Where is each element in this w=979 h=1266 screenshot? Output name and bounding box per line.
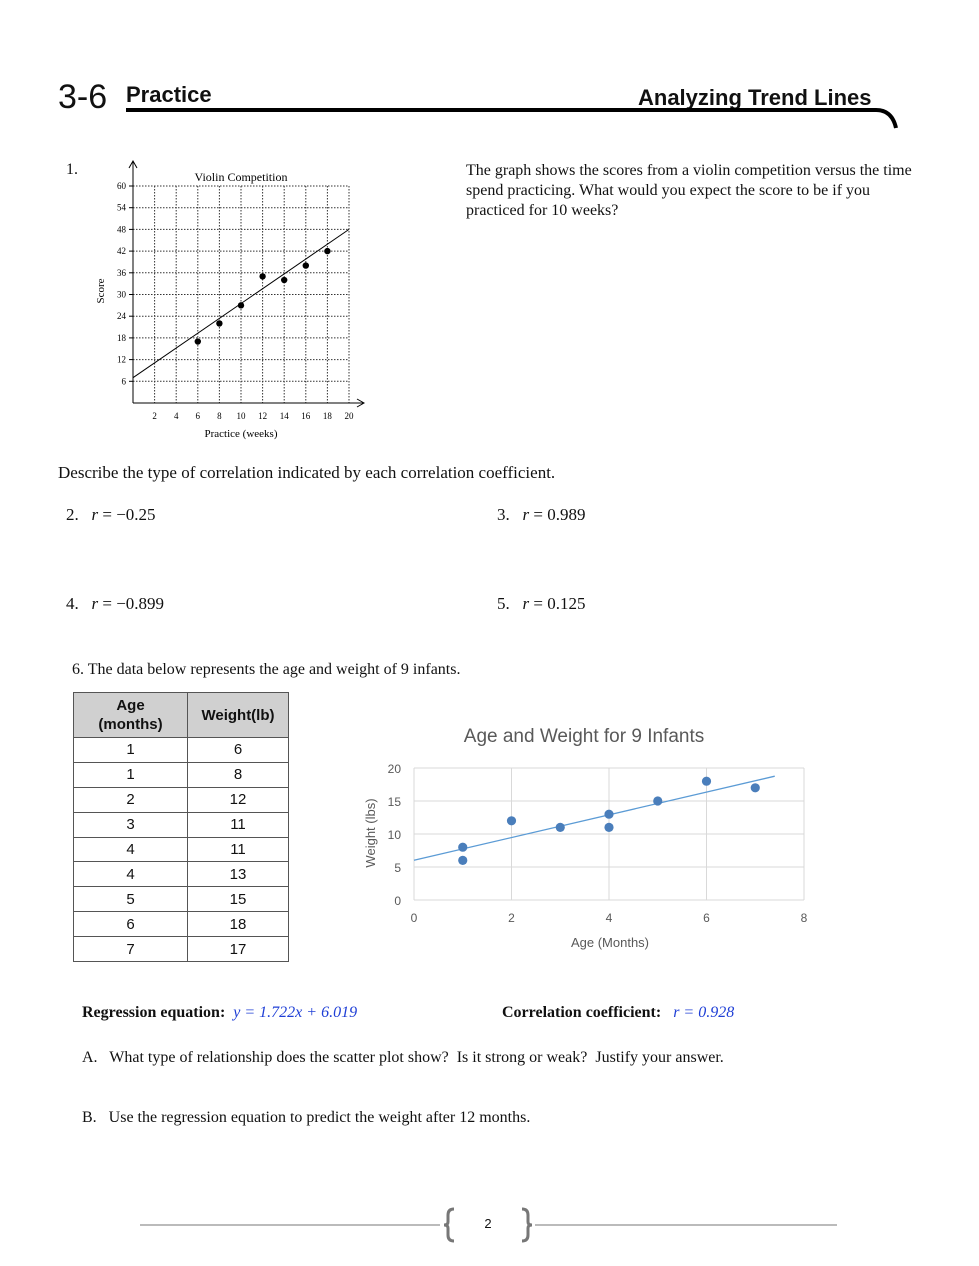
q5-value: = 0.125 [533, 594, 586, 613]
y-tick-label: 60 [117, 181, 126, 191]
infant-chart [355, 715, 825, 955]
q2-value: = −0.25 [102, 505, 156, 524]
correlation-label: Correlation coefficient: [502, 1004, 662, 1021]
table-cell-weight: 13 [188, 862, 289, 887]
q2-var: r [91, 505, 99, 524]
table-row [74, 787, 289, 812]
chart-title: Age and Weight for 9 Infants [463, 726, 705, 747]
table-cell-weight: 8 [188, 762, 289, 787]
y-tick-label: 6 [121, 376, 126, 387]
x-tick-label: 6 [195, 411, 201, 421]
table-cell-weight: 12 [188, 787, 289, 812]
data-point [458, 856, 467, 865]
data-point [751, 783, 760, 792]
table-header-age: Age (months) [74, 693, 188, 738]
x-tick-label: 18 [322, 411, 332, 421]
x-tick-label: 4 [605, 911, 613, 925]
table-cell-age: 6 [74, 912, 188, 937]
q4-number: 4. [66, 594, 79, 613]
x-axis-label: Practice (weeks) [204, 428, 278, 440]
chart-title: Violin Competition [194, 170, 288, 184]
q3-number: 3. [497, 505, 510, 524]
table-cell-age: 4 [74, 862, 188, 887]
y-tick-label: 36 [117, 267, 126, 278]
table-cell-age: 2 [74, 787, 188, 812]
x-tick-label: 12 [258, 411, 268, 421]
x-tick-label: 2 [508, 911, 515, 925]
x-tick-label: 2 [152, 411, 157, 421]
data-point [702, 777, 711, 786]
q6-text: 6. The data below represents the age and weight of 9 infants. [72, 661, 461, 678]
table-row [74, 937, 289, 962]
x-tick-label: 6 [703, 911, 710, 925]
data-point [216, 320, 222, 326]
x-tick-label: 4 [173, 411, 179, 421]
regression-equation: y = 1.722x + 6.019 [233, 1004, 358, 1021]
q2-coefficient [66, 505, 156, 525]
data-point [324, 248, 330, 254]
x-tick-label: 20 [344, 411, 354, 421]
table-cell-weight: 15 [188, 887, 289, 912]
violin-chart [85, 160, 375, 445]
page-title: Analyzing Trend Lines [638, 85, 872, 110]
y-tick-label: 42 [117, 246, 126, 257]
x-axis-label: Age (Months) [570, 935, 650, 950]
x-tick-label: 10 [236, 411, 246, 421]
part-a: A. What type of relationship does the scatter plot show? Is it strong or weak? Justify your answer. [82, 1049, 724, 1066]
q5-var: r [522, 594, 530, 613]
practice-label: Practice [126, 82, 212, 107]
regression-row [82, 1004, 357, 1022]
data-point [281, 277, 287, 283]
q4-var: r [91, 594, 99, 613]
q5-number: 5. [497, 594, 510, 613]
y-tick-label: 18 [117, 332, 126, 343]
part-b: B. Use the regression equation to predict the weight after 12 months. [82, 1109, 531, 1126]
data-point [604, 823, 613, 832]
data-point [238, 302, 244, 308]
table-cell-age: 4 [74, 837, 188, 862]
table-row [74, 812, 289, 837]
y-tick-label: 48 [117, 224, 126, 235]
section-instruction: Describe the type of correlation indicated by each correlation coefficient. [58, 463, 556, 482]
y-tick-label: 54 [117, 202, 126, 213]
table-cell-weight: 6 [188, 738, 289, 763]
y-tick-label: 20 [387, 762, 401, 776]
table-cell-weight: 11 [188, 837, 289, 862]
trend-line [414, 776, 775, 860]
table-cell-weight: 11 [188, 812, 289, 837]
x-tick-label: 8 [800, 911, 808, 925]
table-cell-age: 1 [74, 762, 188, 787]
page-number: 2 [484, 1216, 492, 1231]
table-cell-age: 3 [74, 812, 188, 837]
correlation-row [502, 1004, 734, 1022]
data-point [195, 338, 201, 344]
table-cell-weight: 18 [188, 912, 289, 937]
table-row [74, 887, 289, 912]
table-header-weight: Weight(lb) [188, 693, 289, 738]
infant-table [73, 692, 289, 962]
table-cell-age: 7 [74, 937, 188, 962]
q3-var: r [522, 505, 530, 524]
data-point [604, 810, 613, 819]
q3-value: = 0.989 [533, 505, 586, 524]
lesson-number: 3-6 [58, 78, 108, 116]
y-tick-label: 0 [394, 894, 401, 908]
q5-coefficient [497, 594, 585, 614]
x-tick-label: 14 [279, 411, 289, 421]
y-tick-label: 12 [117, 354, 126, 365]
q3-coefficient [497, 505, 585, 525]
table-row [74, 738, 289, 763]
table-row [74, 762, 289, 787]
x-tick-label: 8 [217, 411, 222, 421]
data-point [303, 262, 309, 268]
data-point [653, 796, 662, 805]
y-tick-label: 24 [117, 311, 126, 322]
table-cell-age: 1 [74, 738, 188, 763]
data-point [259, 273, 265, 279]
table-row [74, 912, 289, 937]
y-tick-label: 30 [117, 289, 126, 300]
y-tick-label: 10 [387, 828, 401, 842]
y-axis-label: Weight (lbs) [363, 798, 378, 868]
q4-coefficient [66, 594, 164, 614]
regression-label: Regression equation: [82, 1004, 226, 1021]
table-cell-age: 5 [74, 887, 188, 912]
q4-value: = −0.899 [102, 594, 165, 613]
y-axis-label: Score [95, 278, 107, 304]
header-rule [124, 104, 900, 134]
y-tick-label: 5 [394, 861, 401, 875]
q1-text: The graph shows the scores from a violin competition versus the time spend practicing. What would you expect the score to be if you practiced for 10 weeks? [466, 162, 912, 219]
correlation-value: r = 0.928 [673, 1004, 735, 1021]
x-tick-label: 0 [410, 911, 418, 925]
data-point [556, 823, 565, 832]
data-point [458, 843, 467, 852]
q2-number: 2. [66, 505, 79, 524]
data-point [507, 816, 516, 825]
table-row [74, 837, 289, 862]
x-tick-label: 16 [301, 411, 311, 421]
y-tick-label: 15 [387, 795, 401, 809]
q1-number: 1. [66, 161, 78, 178]
table-cell-weight: 17 [188, 937, 289, 962]
table-row [74, 862, 289, 887]
